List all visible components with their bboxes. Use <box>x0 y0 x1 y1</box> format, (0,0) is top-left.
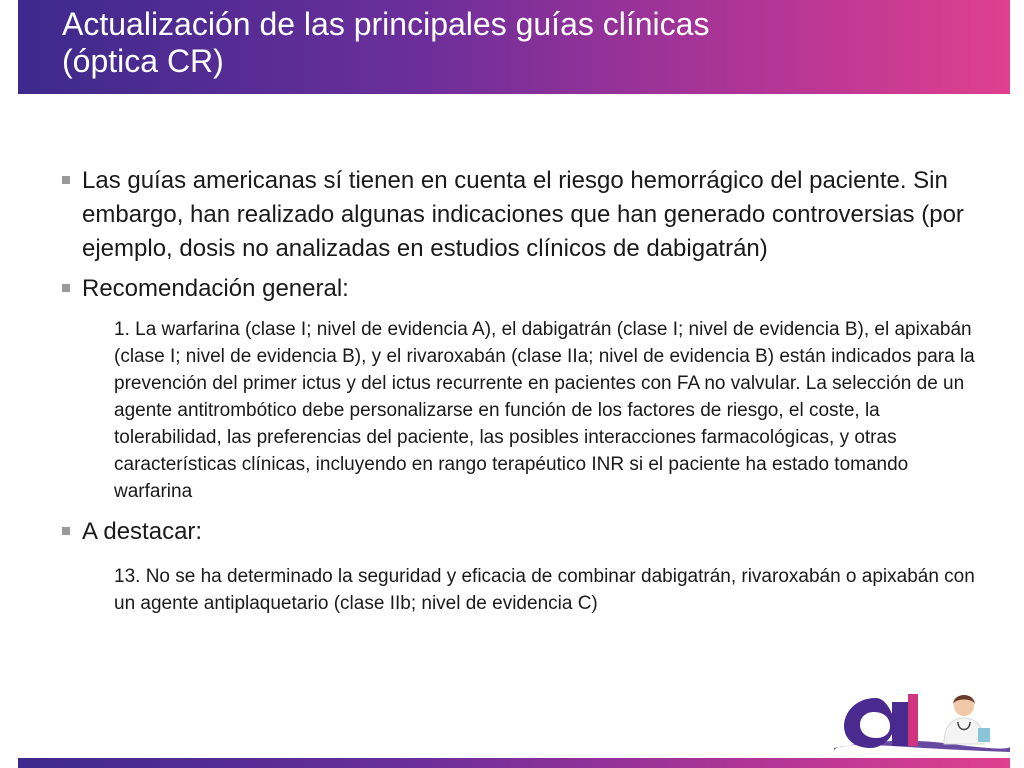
bullet-item <box>60 164 980 266</box>
slide-title <box>62 6 982 80</box>
logo-letter-a <box>844 698 908 748</box>
title-line-1: Actualización de las principales guías clínicas <box>62 6 710 42</box>
slide-content <box>60 164 980 617</box>
bullet-text: Recomendación general: <box>82 275 349 302</box>
bottom-bar <box>18 758 1010 768</box>
bullet-text: A destacar: <box>82 518 203 545</box>
title-line-2: (óptica CR) <box>62 43 224 79</box>
square-bullet-icon <box>62 176 70 184</box>
sub-paragraph: 13. No se ha determinado la seguridad y eficacia de combinar dabigatrán, rivaroxabán o apixabán con un agente antiplaquetario (clase IIb; nivel de evidencia C) <box>114 566 975 614</box>
logo-accent <box>908 694 918 746</box>
sub-paragraph: 1. La warfarina (clase I; nivel de evidencia A), el dabigatrán (clase I; nivel de evidencia B), el apixabán (clase I; nivel de evidencia B), y el rivaroxabán (clase IIa; nivel de evidencia B) están indicados para la prevención del primer ictus y del ictus recurrente en pacientes con FA no valvular. La selección de un agente antitrombótico debe personalizarse en función de los factores de riesgo, el coste, la tolerabilidad, las preferencias del paciente, las posibles interacciones farmacológicas, y otras características clínicas, incluyendo en rango terapéutico INR si el paciente ha estado tomando warfarina <box>114 319 975 502</box>
square-bullet-icon <box>62 284 70 292</box>
clipboard-icon <box>978 728 990 742</box>
bullet-item <box>60 272 980 306</box>
brand-logo <box>832 684 1012 754</box>
square-bullet-icon <box>62 527 70 535</box>
bullet-text: Las guías americanas sí tienen en cuenta el riesgo hemorrágico del paciente. Sin embargo, han realizado algunas indicaciones que han generado controversias (por ejemplo, dosis no analizadas en estudios clínicos de dabigatrán) <box>82 167 964 262</box>
bullet-item <box>60 515 980 549</box>
